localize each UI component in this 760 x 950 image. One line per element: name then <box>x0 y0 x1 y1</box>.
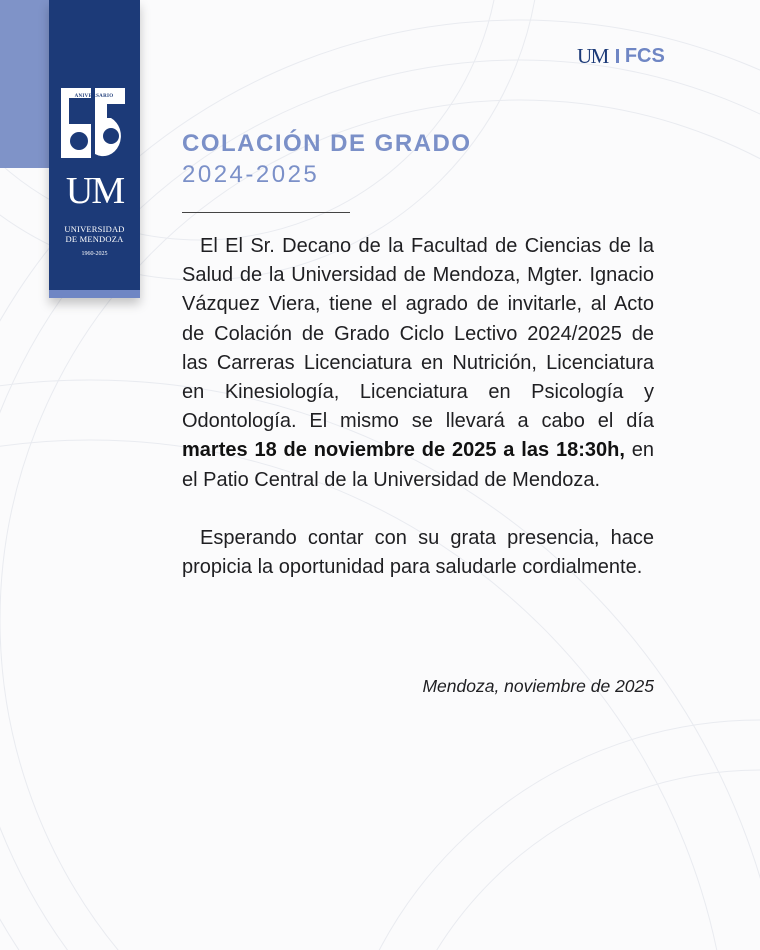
banner-university-name <box>49 224 140 244</box>
side-accent-strip <box>0 0 50 168</box>
title-divider <box>182 212 350 213</box>
invitation-body <box>182 232 654 582</box>
page-subtitle: 2024-2025 <box>182 161 320 188</box>
logo-separator <box>616 49 619 63</box>
event-date-time: martes 18 de noviembre de 2025 a las 18:30h, <box>182 439 625 462</box>
banner-years: 1960-2025 <box>81 251 108 257</box>
um-fcs-logo <box>577 43 665 69</box>
anniversary-label: ANIVERSARIO <box>74 94 114 99</box>
logo-fcs-text: FCS <box>624 44 665 67</box>
paragraph-2-text: Esperando contar con su grata presencia, hace propicia la oportunidad para saludarle cordialmente. <box>182 526 654 579</box>
banner-university-line1: UNIVERSIDAD <box>64 224 125 234</box>
place-and-date: Mendoza, noviembre de 2025 <box>422 676 654 696</box>
page-title: COLACIÓN DE GRADO <box>182 130 472 157</box>
anniversary-banner <box>49 0 140 298</box>
paragraph-1-location: en el Patio Central de la Universidad de Mendoza. <box>182 439 654 491</box>
banner-university-line2: DE MENDOZA <box>65 234 124 244</box>
banner-bottom-band <box>49 290 140 298</box>
paragraph-1-text: El El Sr. Decano de la Facultad de Ciencias de la Salud de la Universidad de Mendoza, Mgter. Ignacio Vázquez Viera, tiene el agrado de invitarle, al Acto de Colación de Grado Ciclo Lectivo 2024/2025 de las Carreras Licenciatura en Nutrición, Licenciatura en Kinesiología, Licenciatura en Psicología y Odontología. El mismo se llevará a cabo el día <box>182 235 654 433</box>
invitation-paragraph-1 <box>182 232 654 495</box>
logo-um-text: UM <box>577 43 608 68</box>
banner-um-logo: UM <box>65 170 124 212</box>
invitation-paragraph-2 <box>182 524 654 582</box>
